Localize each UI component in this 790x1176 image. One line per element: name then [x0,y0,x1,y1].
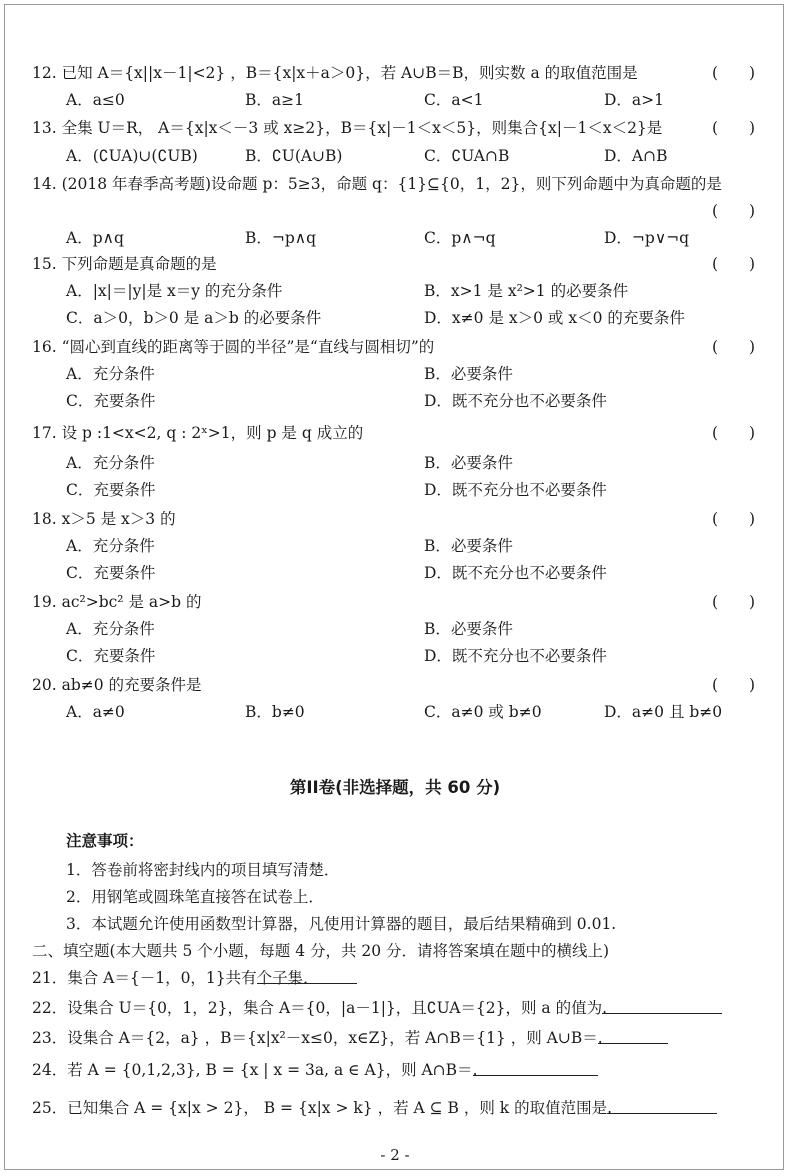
question-21-after: 个子集． [256,969,319,987]
section-title: 第II卷(非选择题，共 60 分) [289,778,501,797]
question-23 [0,1027,790,1049]
question-16-stem: 16. “圆心到直线的距离等于圆的半径”是“直线与圆相切”的 [32,338,435,356]
answer-paren[interactable]: ( ) [712,424,756,442]
question-25-text [32,1097,612,1119]
question-19-options-row1 [0,618,790,640]
question-14 [0,173,790,195]
question-13-options [0,145,790,167]
question-19-stem: 19. ac²>bc² 是 a>b 的 [32,593,202,611]
option-b: B．必要条件 [424,537,513,555]
question-25 [0,1097,790,1119]
question-13-stem: 13. 全集 U＝R， A＝{x|x＜－3 或 x≥2}，B＝{x|－1＜x＜5}，则集合{x|－1＜x＜2}是 [32,119,663,137]
question-23-after: . [597,1029,603,1047]
option-b: B．必要条件 [424,620,513,638]
option-c: C．a<1 [424,91,484,109]
question-22-after: . [602,999,608,1017]
answer-paren[interactable]: ( ) [712,119,756,137]
question-17 [0,422,790,444]
option-c: C．∁UA∩B [424,147,510,165]
option-d: D．既不充分也不必要条件 [424,647,607,665]
option-c: C．a＞0，b＞0 是 a＞b 的必要条件 [66,309,322,327]
notice-item [0,913,790,935]
option-d: D．既不充分也不必要条件 [424,564,607,582]
answer-blank[interactable] [473,1059,598,1076]
notice-item-1: 1．答卷前将密封线内的项目填写清楚． [66,861,340,879]
option-a: A．充分条件 [66,365,155,383]
option-a: A．a≤0 [66,91,125,109]
question-14-paren-line [0,200,790,222]
option-b: B．b≠0 [245,703,305,721]
question-24-after: . [472,1061,478,1079]
option-c: C．充要条件 [66,392,156,410]
question-18-options-row1 [0,535,790,557]
option-a: A．充分条件 [66,620,155,638]
answer-blank[interactable] [602,997,722,1014]
question-18-stem: 18. x＞5 是 x＞3 的 [32,510,176,528]
notice-item-2: 2．用钢笔或圆珠笔直接答在试卷上． [66,888,324,906]
answer-paren[interactable]: ( ) [712,510,756,528]
option-c: C．p∧¬q [424,229,496,247]
question-15-options-row2 [0,307,790,329]
question-19-options-row2 [0,645,790,667]
option-d: D．A∩B [604,147,668,165]
option-d: D．x≠0 是 x＞0 或 x＜0 的充要条件 [424,309,685,327]
notice-heading: 注意事项： [66,832,144,850]
question-15-stem: 15. 下列命题是真命题的是 [32,255,217,273]
question-21 [0,967,790,989]
question-19 [0,591,790,613]
page-number: - 2 - [380,1146,410,1164]
question-22 [0,997,790,1019]
notice-heading-line [0,830,790,852]
option-d: D．¬p∨¬q [604,229,690,247]
option-b: B．必要条件 [424,454,513,472]
question-14-options [0,227,790,249]
question-24-before: 24．若 A = {0,1,2,3}, B = {x | x = 3a, a ∈ A}，则 A∩B＝ [32,1061,473,1079]
notice-item-3: 3．本试题允许使用函数型计算器，凡使用计算器的题目，最后结果精确到 0.01. [66,915,617,933]
option-a: A．充分条件 [66,537,155,555]
notice-item [0,886,790,908]
question-24-text [32,1059,478,1081]
option-d: D．a≠0 且 b≠0 [604,703,723,721]
question-14-stem: 14. (2018 年春季高考题)设命题 p：5≥3，命题 q：{1}⊆{0，1，2}，则下列命题中为真命题的是 [32,175,722,193]
question-16 [0,336,790,358]
question-12-stem: 12. 已知 A＝{x||x－1|<2} ，B＝{x|x＋a＞0}，若 A∪B＝B，则实数 a 的取值范围是 [32,64,638,82]
option-a: A．(∁UA)∪(∁UB) [66,147,198,165]
option-b: B．x>1 是 x²>1 的必要条件 [424,282,629,300]
option-c: C．充要条件 [66,564,156,582]
option-b: B．¬p∧q [245,229,317,247]
fill-heading: 二、填空题(本大题共 5 个小题，每题 4 分，共 20 分．请将答案填在题中的横线上) [32,942,610,960]
question-18-options-row2 [0,562,790,584]
question-25-before: 25．已知集合 A = {x|x > 2}， B = {x|x > k} ，若 A ⊆ B ，则 k 的取值范围是 [32,1099,608,1117]
answer-blank[interactable] [257,967,357,984]
question-25-after: . [607,1099,613,1117]
question-21-before: 21．集合 A＝{－1，0，1}共有 [32,969,257,987]
option-a: A．a≠0 [66,703,125,721]
answer-paren[interactable]: ( ) [712,64,756,82]
question-15 [0,253,790,275]
question-15-options-row1 [0,280,790,302]
answer-blank[interactable] [598,1027,668,1044]
answer-paren[interactable]: ( ) [712,202,756,220]
option-b: B．必要条件 [424,365,513,383]
answer-paren[interactable]: ( ) [712,255,756,273]
fill-heading-line [0,940,790,962]
question-23-text [32,1027,603,1049]
answer-paren[interactable]: ( ) [712,593,756,611]
option-d: D．既不充分也不必要条件 [424,481,607,499]
question-16-options-row1 [0,363,790,385]
answer-blank[interactable] [607,1097,717,1114]
option-b: B．∁U(A∪B) [245,147,343,165]
question-18 [0,508,790,530]
question-12 [0,62,790,84]
question-16-options-row2 [0,390,790,412]
option-b: B．a≥1 [245,91,304,109]
answer-paren[interactable]: ( ) [712,676,756,694]
option-c: C．充要条件 [66,647,156,665]
option-a: A．充分条件 [66,454,155,472]
option-a: A．|x|＝|y|是 x＝y 的充分条件 [66,282,283,300]
question-23-before: 23．设集合 A＝{2，a} ，B＝{x|x²－x≤0，x∈Z}，若 A∩B＝{1} ，则 A∪B＝ [32,1029,598,1047]
question-20-options [0,701,790,723]
question-20 [0,674,790,696]
question-13 [0,117,790,139]
question-20-stem: 20. ab≠0 的充要条件是 [32,676,202,694]
option-c: C．a≠0 或 b≠0 [424,703,542,721]
option-d: D．既不充分也不必要条件 [424,392,607,410]
question-22-text [32,997,607,1019]
question-17-options-row1 [0,452,790,474]
question-21-text [32,967,319,989]
question-12-options [0,89,790,111]
question-22-before: 22．设集合 U＝{0，1，2}，集合 A＝{0，|a－1|}，且∁UA＝{2}，则 a 的值为 [32,999,603,1017]
option-c: C．充要条件 [66,481,156,499]
option-d: D．a>1 [604,91,665,109]
question-17-stem: 17. 设 p :1<x<2, q : 2ˣ>1，则 p 是 q 成立的 [32,424,364,442]
option-a: A．p∧q [66,229,124,247]
question-24 [0,1059,790,1081]
notice-item [0,859,790,881]
question-17-options-row2 [0,479,790,501]
answer-paren[interactable]: ( ) [712,338,756,356]
